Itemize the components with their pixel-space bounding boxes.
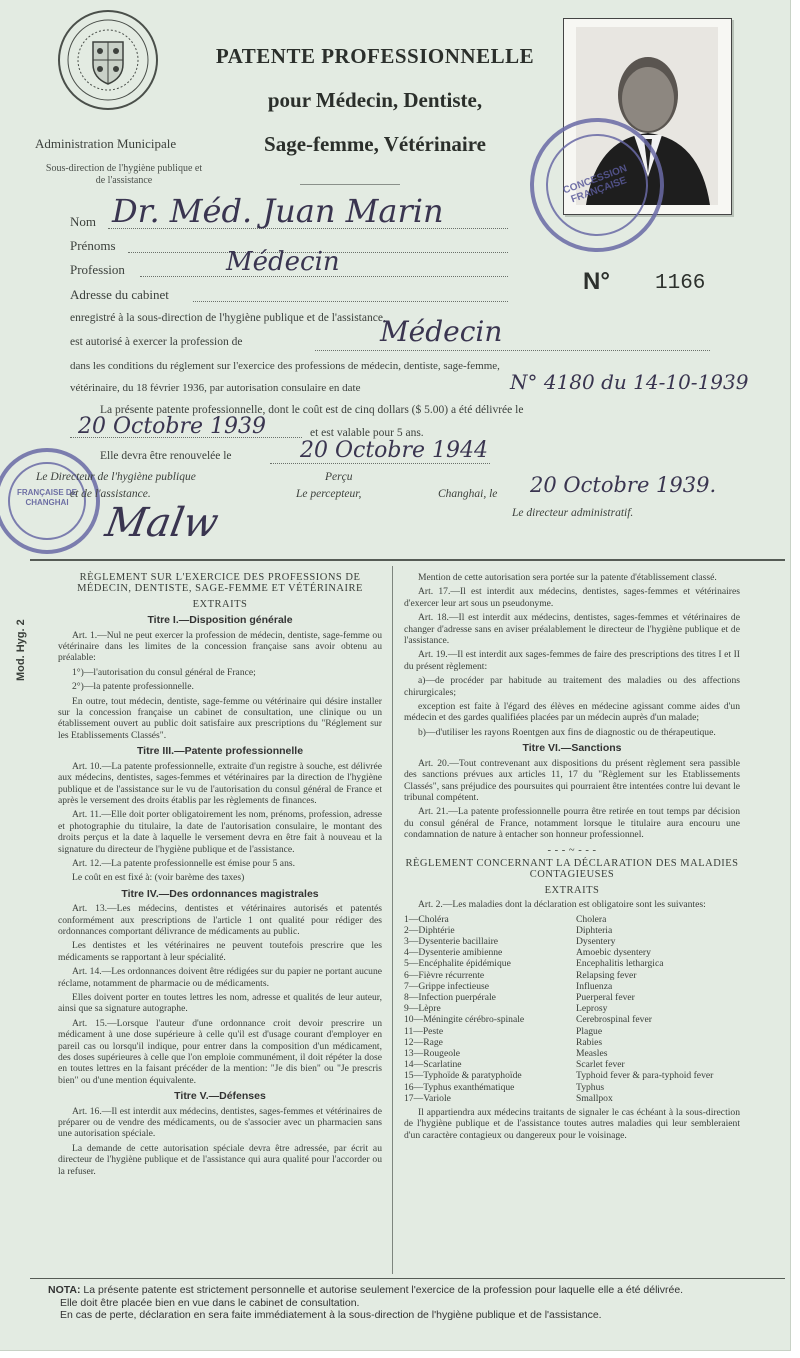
profession-label: Profession <box>70 262 125 277</box>
disease-fr: 7—Grippe infectieuse <box>404 980 489 992</box>
article-1-extra: En outre, tout médecin, dentiste, sage-femme ou vétérinaire qui désire installer sur la concession française un cabinet de consultation, une clinique ou un établissement ouvert au public doit satisfaire aux prescriptions du "Réglement sur les Etablissements Classés". <box>58 695 382 741</box>
issued-date-value: 20 Octobre 1939 <box>78 414 267 439</box>
title-line-2: pour Médecin, Dentiste, <box>267 88 483 112</box>
section-divider <box>30 559 785 561</box>
renew-text: Elle devra être renouvelée le <box>100 450 232 462</box>
director-signature: Malw <box>101 500 222 546</box>
director-line-2: et de l'assistance. <box>70 488 151 500</box>
article-10: Art. 10.—La patente professionnelle, extraite d'un registre à souche, est délivrée aux médecins, dentistes, sages-femmes et vétérinaires par la direction de l'hygiène publique et de l'assistance sur le vu de l'autorisation du consul général de France et après le versement des droits établis par les règlements de finances. <box>58 760 382 806</box>
article-19-c: b)—d'utiliser les rayons Roentgen aux fins de diagnostic ou de thérapeutique. <box>418 726 716 738</box>
article-15: Art. 15.—Lorsque l'auteur d'une ordonnance croit devoir prescrire un médicament à une dose supérieure à celle qu'il est d'usage courant d'employer en pareil cas ou lorsqu'il indique, pour entrer dans la composition d'un médicament, des doses supérieures à celle que l'on emploie communément, il doit répéter la dose en toutes lettres en la faisant précéder de la mention: "Je dis bien" ou "Je prescris bien" ou d'une mention équivalente. <box>58 1017 382 1086</box>
titre-5: Titre V.—Défenses <box>174 1090 266 1103</box>
nota-label: NOTA: <box>48 1284 81 1296</box>
article-13-extra: Les dentistes et les vétérinaires ne peuvent toutefois prescrire que les médicaments se rapportant à leur spécialité. <box>58 940 382 963</box>
disease-en: Puerperal fever <box>576 991 635 1003</box>
disease-fr: 4—Dysenterie amibienne <box>404 947 503 959</box>
article-16-extra: La demande de cette autorisation spéciale devra être adressée, par écrit au directeur de l'hygiène publique et de l'assistance qui aura qualité pour l'accorder ou la refuser. <box>58 1142 382 1177</box>
stamp-right-text: CONCESSION FRANÇAISE <box>561 163 629 206</box>
disease-en: Smallpox <box>576 1092 613 1104</box>
article-20: Art. 20.—Tout contrevenant aux dispositions du présent règlement sera passible des sanctions prévues aux articles 11, 17 du "Règlement sur les Etablissements Classés", sans préjudice des poursuites qui pourraient être intentées contre lui devant le tribunal compétent. <box>404 757 740 803</box>
prenoms-label: Prénoms <box>70 238 116 253</box>
body-line-1: enregistré à la sous-direction de l'hygiène publique et de l'assistance, <box>70 312 386 324</box>
nota-line-2: Elle doit être placée bien en vue dans le cabinet de consultation. <box>60 1296 360 1309</box>
renew-line <box>270 463 490 464</box>
article-12: Art. 12.—La patente professionnelle est émise pour 5 ans. <box>72 857 295 869</box>
disease-fr: 13—Rougeole <box>404 1048 460 1059</box>
titre-3: Titre III.—Patente professionnelle <box>136 745 304 758</box>
titre-6: Titre VI.—Sanctions <box>522 742 622 755</box>
renew-date-value: 20 Octobre 1944 <box>300 438 489 463</box>
place-date-value: 20 Octobre 1939. <box>530 473 717 497</box>
disease-en: Amoebic dysentery <box>576 947 651 959</box>
article-1: Art. 1.—Nul ne peut exercer la profession de médecin, dentiste, sage-femme ou vétérinaire dans les limites de la concession française sans avoir obtenu au préalable: <box>58 629 382 664</box>
disease-en: Leprosy <box>576 1003 608 1015</box>
disease-en: Typhoid fever & para-typhoid fever <box>576 1070 714 1082</box>
subdirection-label: Sous-direction de l'hygiène publique et de l'assistance <box>45 163 203 186</box>
place-label: Changhai, le <box>438 488 498 500</box>
disease-en: Plague <box>576 1025 603 1037</box>
article-19-b: exception est faite à l'égard des élèves en médecine agissant comme aides d'un médecin et des gardes qualifiées placées par un médecin auprès d'un malade; <box>404 701 740 724</box>
article-11: Art. 11.—Elle doit porter obligatoirement les nom, prénoms, profession, adresse et photographie du titulaire, la date de l'autorisation consulaire, le montant des droits perçus et la date à laquelle le versement devra en être fait à nouveau et la signature du directeur de l'hygiène publique et de l'assistance. <box>58 809 382 855</box>
nota-line-1 <box>48 1284 748 1297</box>
article-14-extra: Elles doivent porter en toutes lettres les nom, adresse et qualités de leur auteur, ainsi que sa signature autographe. <box>58 992 382 1015</box>
number-label: N° <box>583 268 610 295</box>
disease-en: Rabies <box>576 1036 603 1048</box>
valid-text: et est valable pour 5 ans. <box>310 427 424 439</box>
authorization-value: N° 4180 du 14-10-1939 <box>510 370 749 394</box>
admin-director-label: Le directeur administratif. <box>512 507 634 519</box>
concession-stamp-left <box>0 448 100 554</box>
seal-icon <box>60 12 156 108</box>
disease-fr: 12—Rage <box>404 1036 443 1048</box>
title-line-1: PATENTE PROFESSIONNELLE <box>215 44 535 68</box>
disease-en: Cholera <box>576 913 607 925</box>
article-17: Art. 17.—Il est interdit aux médecins, dentistes, sages-femmes et vétérinaires d'exercer leur art sous un pseudonyme. <box>404 586 740 609</box>
article-19-a: a)—de procéder par habitude au traitement des maladies ou des affections chirurgicales; <box>404 675 740 698</box>
disease-fr: 15—Typhoïde & paratyphoïde <box>404 1070 522 1082</box>
titre-4: Titre IV.—Des ordonnances magistrales <box>121 887 319 900</box>
closing-paragraph: Il appartiendra aux médecins traitants de signaler le cas échéant à la sous-direction de l'hygiène publique et de l'assistance toutes autres maladies qui leur sembleraient d'un caractère contagieux ou dangereux pour le voisinage. <box>404 1107 740 1141</box>
disease-en: Dysentery <box>576 935 616 947</box>
footer-divider <box>30 1278 785 1279</box>
article-12-extra: Le coût en est fixé à: (voir barème des taxes) <box>72 872 245 884</box>
disease-fr: 11—Peste <box>404 1025 444 1037</box>
body-line-3: dans les conditions du réglement sur l'exercice des professions de médecin, dentiste, sage-femme, <box>70 360 500 372</box>
disease-en: Cerebrospinal fever <box>576 1014 652 1026</box>
disease-fr: 8—Infection puerpérale <box>404 991 496 1003</box>
article-16: Art. 16.—Il est interdit aux médecins, dentistes, sages-femmes et vétérinaires de préparer ou de vendre des médicaments, ou de s'associer avec un pharmacien sans une autorisation spéciale. <box>58 1105 382 1140</box>
profession-value-2: Médecin <box>380 315 503 348</box>
side-code: Mod. Hyg. 2 <box>15 619 27 681</box>
article-21: Art. 21.—La patente professionnelle pourra être retirée en tout temps par décision du consul général de France, notamment lorsque le titulaire aura encouru une condamnation de nature à entacher son honneur professionnel. <box>404 806 740 841</box>
disease-fr: 6—Fièvre récurrente <box>404 969 485 981</box>
article-1-item-2: 2°)—la patente professionnelle. <box>72 681 194 693</box>
disease-fr: 5—Encéphalite épidémique <box>404 958 511 970</box>
column-divider <box>392 566 393 1274</box>
body-line-2: est autorisé à exercer la profession de <box>70 336 243 348</box>
disease-en: Encephalitis lethargica <box>576 958 664 970</box>
disease-en: Measles <box>576 1048 608 1059</box>
body-line-4: vétérinaire, du 18 février 1936, par autorisation consulaire en date <box>70 382 361 394</box>
stamp-left-text: FRANÇAISE DE CHANGHAI <box>16 488 77 507</box>
percepteur-label: Le percepteur, <box>296 488 362 500</box>
adresse-label: Adresse du cabinet <box>70 287 169 302</box>
disease-en: Influenza <box>576 980 613 992</box>
number-value: 1166 <box>655 272 706 295</box>
disease-list <box>404 914 740 1104</box>
footer-nota <box>48 1284 748 1322</box>
admin-label: Administration Municipale <box>35 136 177 151</box>
extraits-heading: EXTRAITS <box>192 598 248 610</box>
article-16-continued: Mention de cette autorisation sera portée sur la patente d'établissement classé. <box>418 572 717 583</box>
adresse-line <box>193 301 508 302</box>
profession-line-2 <box>315 350 710 351</box>
header-divider <box>300 184 400 185</box>
right-column <box>404 572 740 1144</box>
nota-line-3: En cas de perte, déclaration en sera faite immédiatement à la sous-direction de l'hygiène publique et de l'assistance. <box>60 1309 602 1321</box>
body-line-5: La présente patente professionnelle, dont le coût est de cinq dollars ($ 5.00) a été délivrée le <box>100 404 524 416</box>
nom-label: Nom <box>70 214 96 229</box>
disease-fr: 14—Scarlatine <box>404 1059 462 1071</box>
regulation-heading: RÈGLEMENT SUR L'EXERCICE DES PROFESSIONS DE MÉDECIN, DENTISTE, SAGE-FEMME ET VÉTÉRINAIRE <box>77 572 363 595</box>
profession-value: Médecin <box>226 247 340 277</box>
disease-en: Relapsing fever <box>576 969 637 981</box>
disease-fr: 3—Dysenterie bacillaire <box>404 935 499 947</box>
director-line-1: Le Directeur de l'hygiène publique <box>36 471 196 483</box>
disease-fr: 10—Méningite cérébro-spinale <box>404 1014 525 1026</box>
disease-en: Typhus <box>576 1081 605 1093</box>
disease-fr: 1—Choléra <box>404 913 449 925</box>
article-13: Art. 13.—Les médecins, dentistes et vétérinaires autorisés et patentés conformément aux prescriptions de l'article 1 ont qualité pour rédiger des ordonnances comportant délivrance de médicaments au public. <box>58 903 382 937</box>
article-2: Art. 2.—Les maladies dont la déclaration est obligatoire sont les suivantes: <box>418 899 706 911</box>
disease-fr: 17—Variole <box>404 1092 451 1104</box>
disease-fr: 9—Lèpre <box>404 1003 441 1015</box>
article-14: Art. 14.—Les ordonnances doivent être rédigées sur du papier ne portant aucune réclame, notamment de pharmacie ou de médicaments. <box>58 966 382 989</box>
nom-value: Dr. Méd. Juan Marin <box>112 192 444 230</box>
disease-fr: 16—Typhus exanthématique <box>404 1081 515 1093</box>
article-18: Art. 18.—Il est interdit aux médecins, dentistes, sages-femmes et vétérinaires de changer d'adresse sans en aviser préalablement le directeur de l'hygiène publique et de l'assistance. <box>404 612 740 647</box>
article-19: Art. 19.—Il est interdit aux sages-femmes de faire des prescriptions des titres I et II du présent règlement: <box>404 649 740 672</box>
percu-label: Perçu <box>325 471 353 483</box>
nota-text-1: La présente patente est strictement personnelle et autorise seulement l'exercice de la profession pour laquelle elle a été délivrée. <box>83 1284 684 1296</box>
disease-en: Scarlet fever <box>576 1059 625 1071</box>
disease-en: Diphteria <box>576 924 613 936</box>
disease-fr: 2—Diphtérie <box>404 924 455 936</box>
article-1-item-1: 1°)—l'autorisation du consul général de France; <box>72 666 256 678</box>
contagious-heading: RÈGLEMENT CONCERNANT LA DÉCLARATION DES MALADIES CONTAGIEUSES <box>405 857 739 881</box>
title-line-3: Sage-femme, Vétérinaire <box>264 132 486 156</box>
extraits-heading-2: EXTRAITS <box>544 884 600 896</box>
ornament: - - - ~ - - - <box>547 844 597 856</box>
left-column <box>58 572 382 1180</box>
municipal-seal-emblem <box>58 10 158 110</box>
titre-1: Titre I.—Disposition générale <box>147 614 293 627</box>
